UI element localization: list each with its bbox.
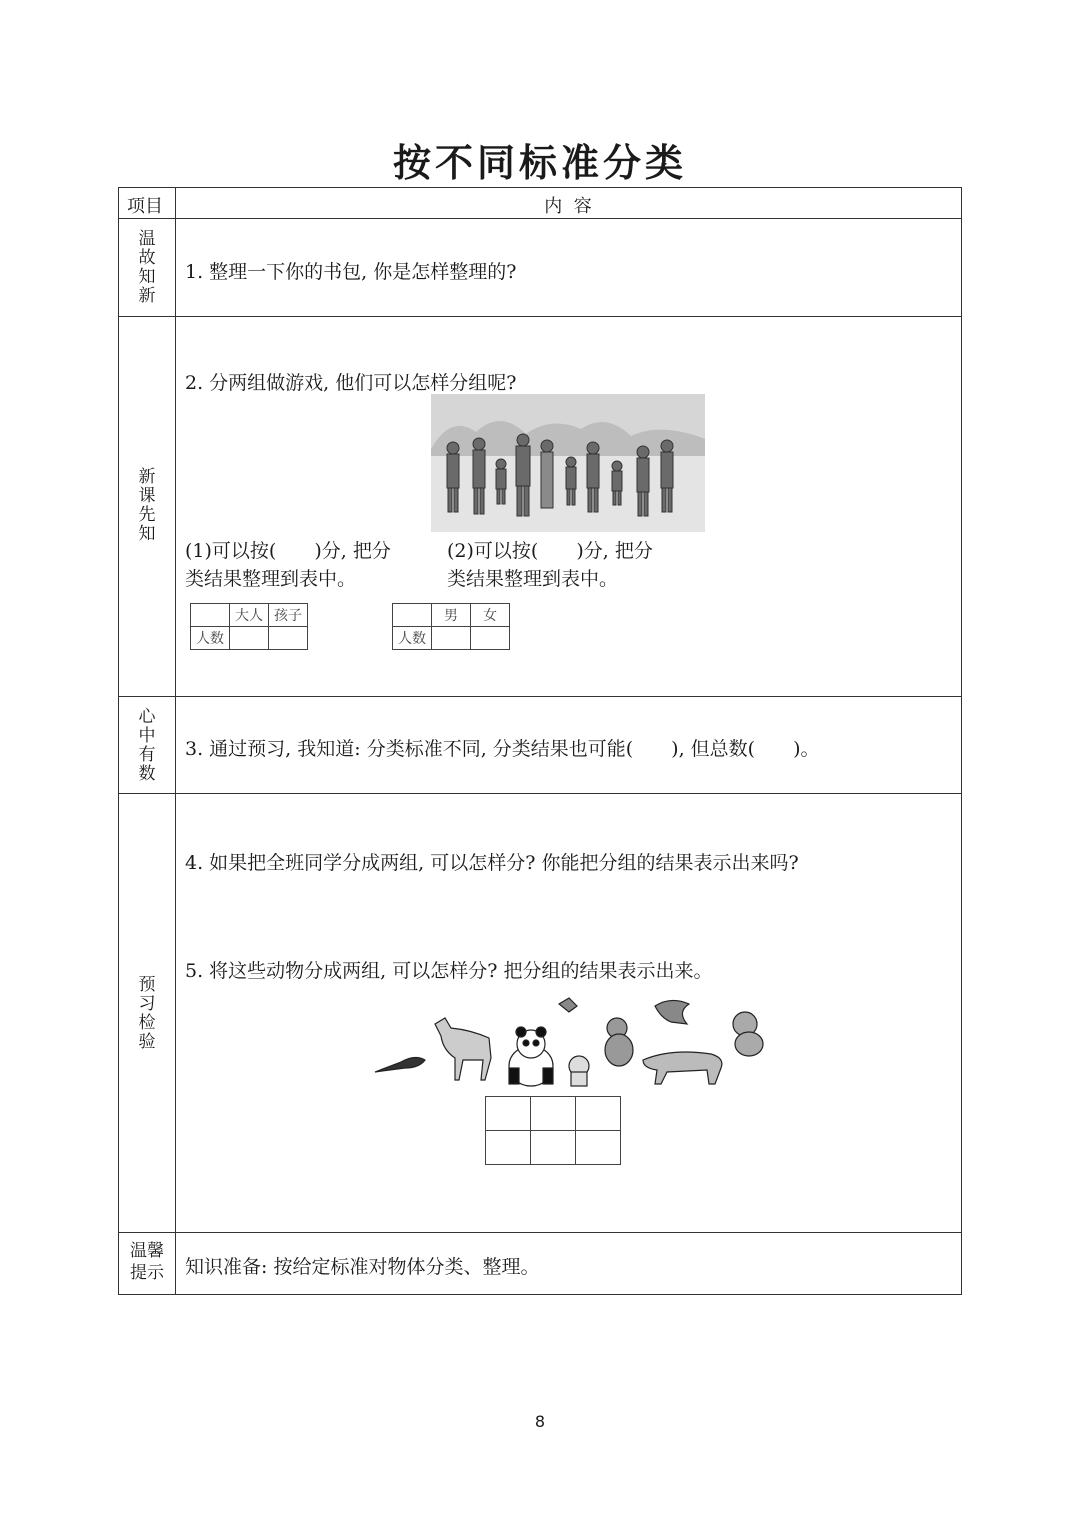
row-divider	[119, 696, 961, 697]
table-adult-child	[190, 603, 308, 650]
row-divider	[119, 316, 961, 317]
people-group-illustration	[431, 394, 705, 532]
table-row-label: 人数	[191, 627, 230, 650]
sub-question-1-line1: (1)可以按( )分, 把分	[185, 540, 391, 562]
grid-cell[interactable]	[531, 1097, 576, 1131]
label-check: 预习检验	[138, 975, 156, 1052]
table-header: 大人	[230, 604, 269, 627]
row-divider	[119, 793, 961, 794]
table-row-label: 人数	[393, 627, 432, 650]
question-5: 5. 将这些动物分成两组, 可以怎样分? 把分组的结果表示出来。	[185, 960, 713, 982]
animals-illustration	[371, 988, 771, 1098]
row-divider	[119, 1232, 961, 1233]
header-item: 项目	[127, 196, 163, 217]
table-cell	[432, 627, 471, 650]
answer-grid	[485, 1096, 621, 1165]
grid-cell[interactable]	[486, 1097, 531, 1131]
grid-cell[interactable]	[576, 1131, 621, 1165]
page-number: 8	[534, 1412, 546, 1431]
tips-text: 知识准备: 按给定标准对物体分类、整理。	[185, 1256, 540, 1278]
table-male-female	[392, 603, 510, 650]
table-cell	[393, 604, 432, 627]
label-tips: 温馨提示	[130, 1241, 164, 1283]
question-2: 2. 分两组做游戏, 他们可以怎样分组呢?	[185, 372, 517, 394]
table-cell	[191, 604, 230, 627]
label-mind: 心中有数	[138, 707, 156, 784]
grid-cell[interactable]	[576, 1097, 621, 1131]
sub-question-2-line2: 类结果整理到表中。	[447, 568, 619, 590]
row-divider	[119, 218, 961, 219]
grid-cell[interactable]	[486, 1131, 531, 1165]
table-cell	[471, 627, 510, 650]
label-new-lesson: 新课先知	[138, 467, 156, 544]
header-content: 内 容	[544, 196, 592, 217]
sub-question-2-line1: (2)可以按( )分, 把分	[447, 540, 653, 562]
table-cell	[269, 627, 308, 650]
table-header: 女	[471, 604, 510, 627]
page-title: 按不同标准分类	[392, 141, 687, 185]
question-4: 4. 如果把全班同学分成两组, 可以怎样分? 你能把分组的结果表示出来吗?	[185, 852, 799, 874]
sub-question-1-line2: 类结果整理到表中。	[185, 568, 357, 590]
table-cell	[230, 627, 269, 650]
question-1: 1. 整理一下你的书包, 你是怎样整理的?	[185, 261, 517, 283]
question-3: 3. 通过预习, 我知道: 分类标准不同, 分类结果也可能( ), 但总数( )。	[185, 738, 820, 760]
table-header: 孩子	[269, 604, 308, 627]
table-header: 男	[432, 604, 471, 627]
label-review: 温故知新	[138, 229, 156, 306]
worksheet-table	[118, 187, 962, 1295]
grid-cell[interactable]	[531, 1131, 576, 1165]
column-divider	[175, 188, 176, 1294]
